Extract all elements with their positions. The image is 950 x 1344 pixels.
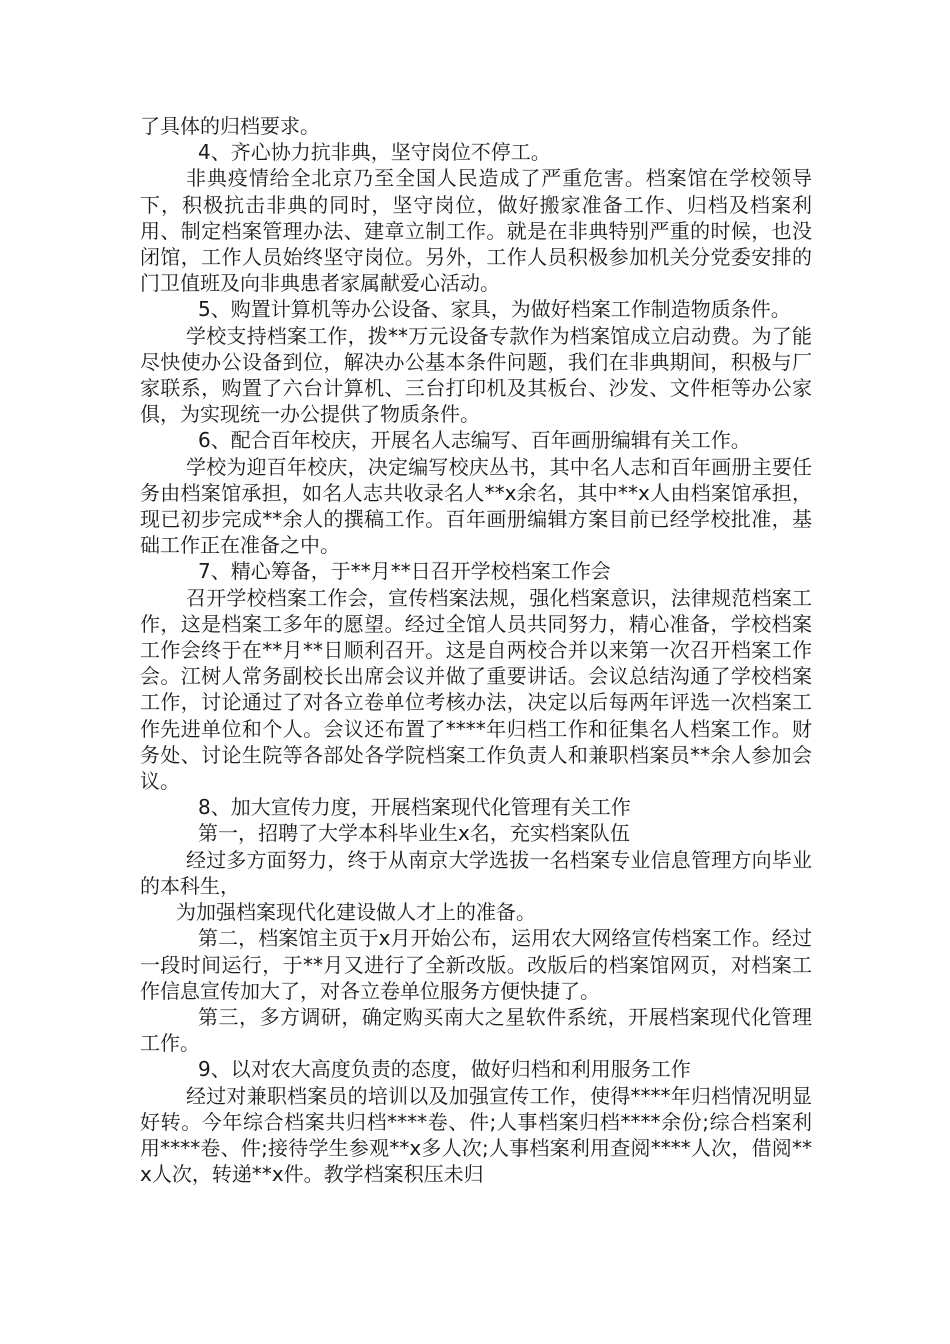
paragraph-continuation: 了具体的归档要求。: [140, 114, 320, 138]
paragraph-centennial: 学校为迎百年校庆，决定编写校庆丛书，其中名人志和百年画册主要任务由档案馆承担，如名人志共收录名人**x余名，其中**x人由档案馆承担，现已初步完成**余人的撰稿工作。百年画册编辑方案目前已经学校批准，基础工作正在准备之中。: [140, 454, 812, 558]
section-heading-5: 5、购置计算机等办公设备、家具，为做好档案工作制造物质条件。: [198, 297, 791, 322]
paragraph-sars: 非典疫情给全北京乃至全国人民造成了严重危害。档案馆在学校领导下，积极抗击非典的同时，坚守岗位，做好搬家准备工作、归档及档案利用、制定档案管理办法、建章立制工作。就是在非典特别严重的时候，也没闭馆，工作人员始终坚守岗位。另外，工作人员积极参加机关分党委安排的门卫值班及向非典患者家属献爱心活动。: [140, 166, 812, 296]
paragraph-meeting: 召开学校档案工作会，宣传档案法规，强化档案意识，法律规范档案工作，这是档案工多年的愿望。经过全馆人员共同努力，精心准备，学校档案工作会终于在**月**日顺利召开。这是自两校合并以来第一次召开档案工作会。江树人常务副校长出席会议并做了重要讲话。会议总结沟通了学校档案工作，讨论通过了对各立卷单位考核办法，决定以后每两年评选一次档案工作先进单位和个人。会议还布置了****年归档工作和征集名人档案工作。财务处、讨论生院等各部处各学院档案工作负责人和兼职档案员**余人参加会议。: [140, 585, 812, 794]
paragraph-first: 第一，招聘了大学本科毕业生x名，充实档案队伍: [198, 821, 630, 846]
paragraph-talent: 为加强档案现代化建设做人才上的准备。: [176, 900, 536, 925]
paragraph-second: 第二，档案馆主页于x月开始公布，运用农大网络宣传档案工作。经过一段时间运行，于**月又进行了全新改版。改版后的档案馆网页，对档案工作信息宣传加大了，对各立卷单位服务方便快捷了。: [140, 926, 812, 1003]
section-heading-6: 6、配合百年校庆，开展名人志编写、百年画册编辑有关工作。: [198, 428, 751, 453]
paragraph-recruit: 经过多方面努力，终于从南京大学选拔一名档案专业信息管理方向毕业的本科生，: [140, 847, 812, 898]
section-heading-7: 7、精心筹备，于**月**日召开学校档案工作会: [198, 559, 611, 584]
document-body: [140, 113, 812, 1187]
section-heading-4: 4、齐心协力抗非典，坚守岗位不停工。: [198, 140, 551, 165]
paragraph-archiving: 经过对兼职档案员的培训以及加强宣传工作，使得****年归档情况明显好转。今年综合档案共归档****卷、件;人事档案归档****余份;综合档案利用****卷、件;接待学生参观**x多人次;人事档案利用查阅****人次，借阅**x人次，转递**x件。教学档案积压未归: [140, 1083, 812, 1187]
paragraph-third: 第三，多方调研，确定购买南大之星软件系统，开展档案现代化管理工作。: [140, 1004, 812, 1056]
section-heading-8: 8、加大宣传力度，开展档案现代化管理有关工作: [198, 795, 631, 820]
section-heading-9: 9、以对农大高度负责的态度，做好归档和利用服务工作: [198, 1057, 691, 1082]
paragraph-equipment: 学校支持档案工作，拨**万元设备专款作为档案馆成立启动费。为了能尽快使办公设备到位，解决办公基本条件问题，我们在非典期间，积极与厂家联系，购置了六台计算机、三台打印机及其板台、沙发、文件柜等办公家俱，为实现统一办公提供了物质条件。: [140, 323, 812, 427]
